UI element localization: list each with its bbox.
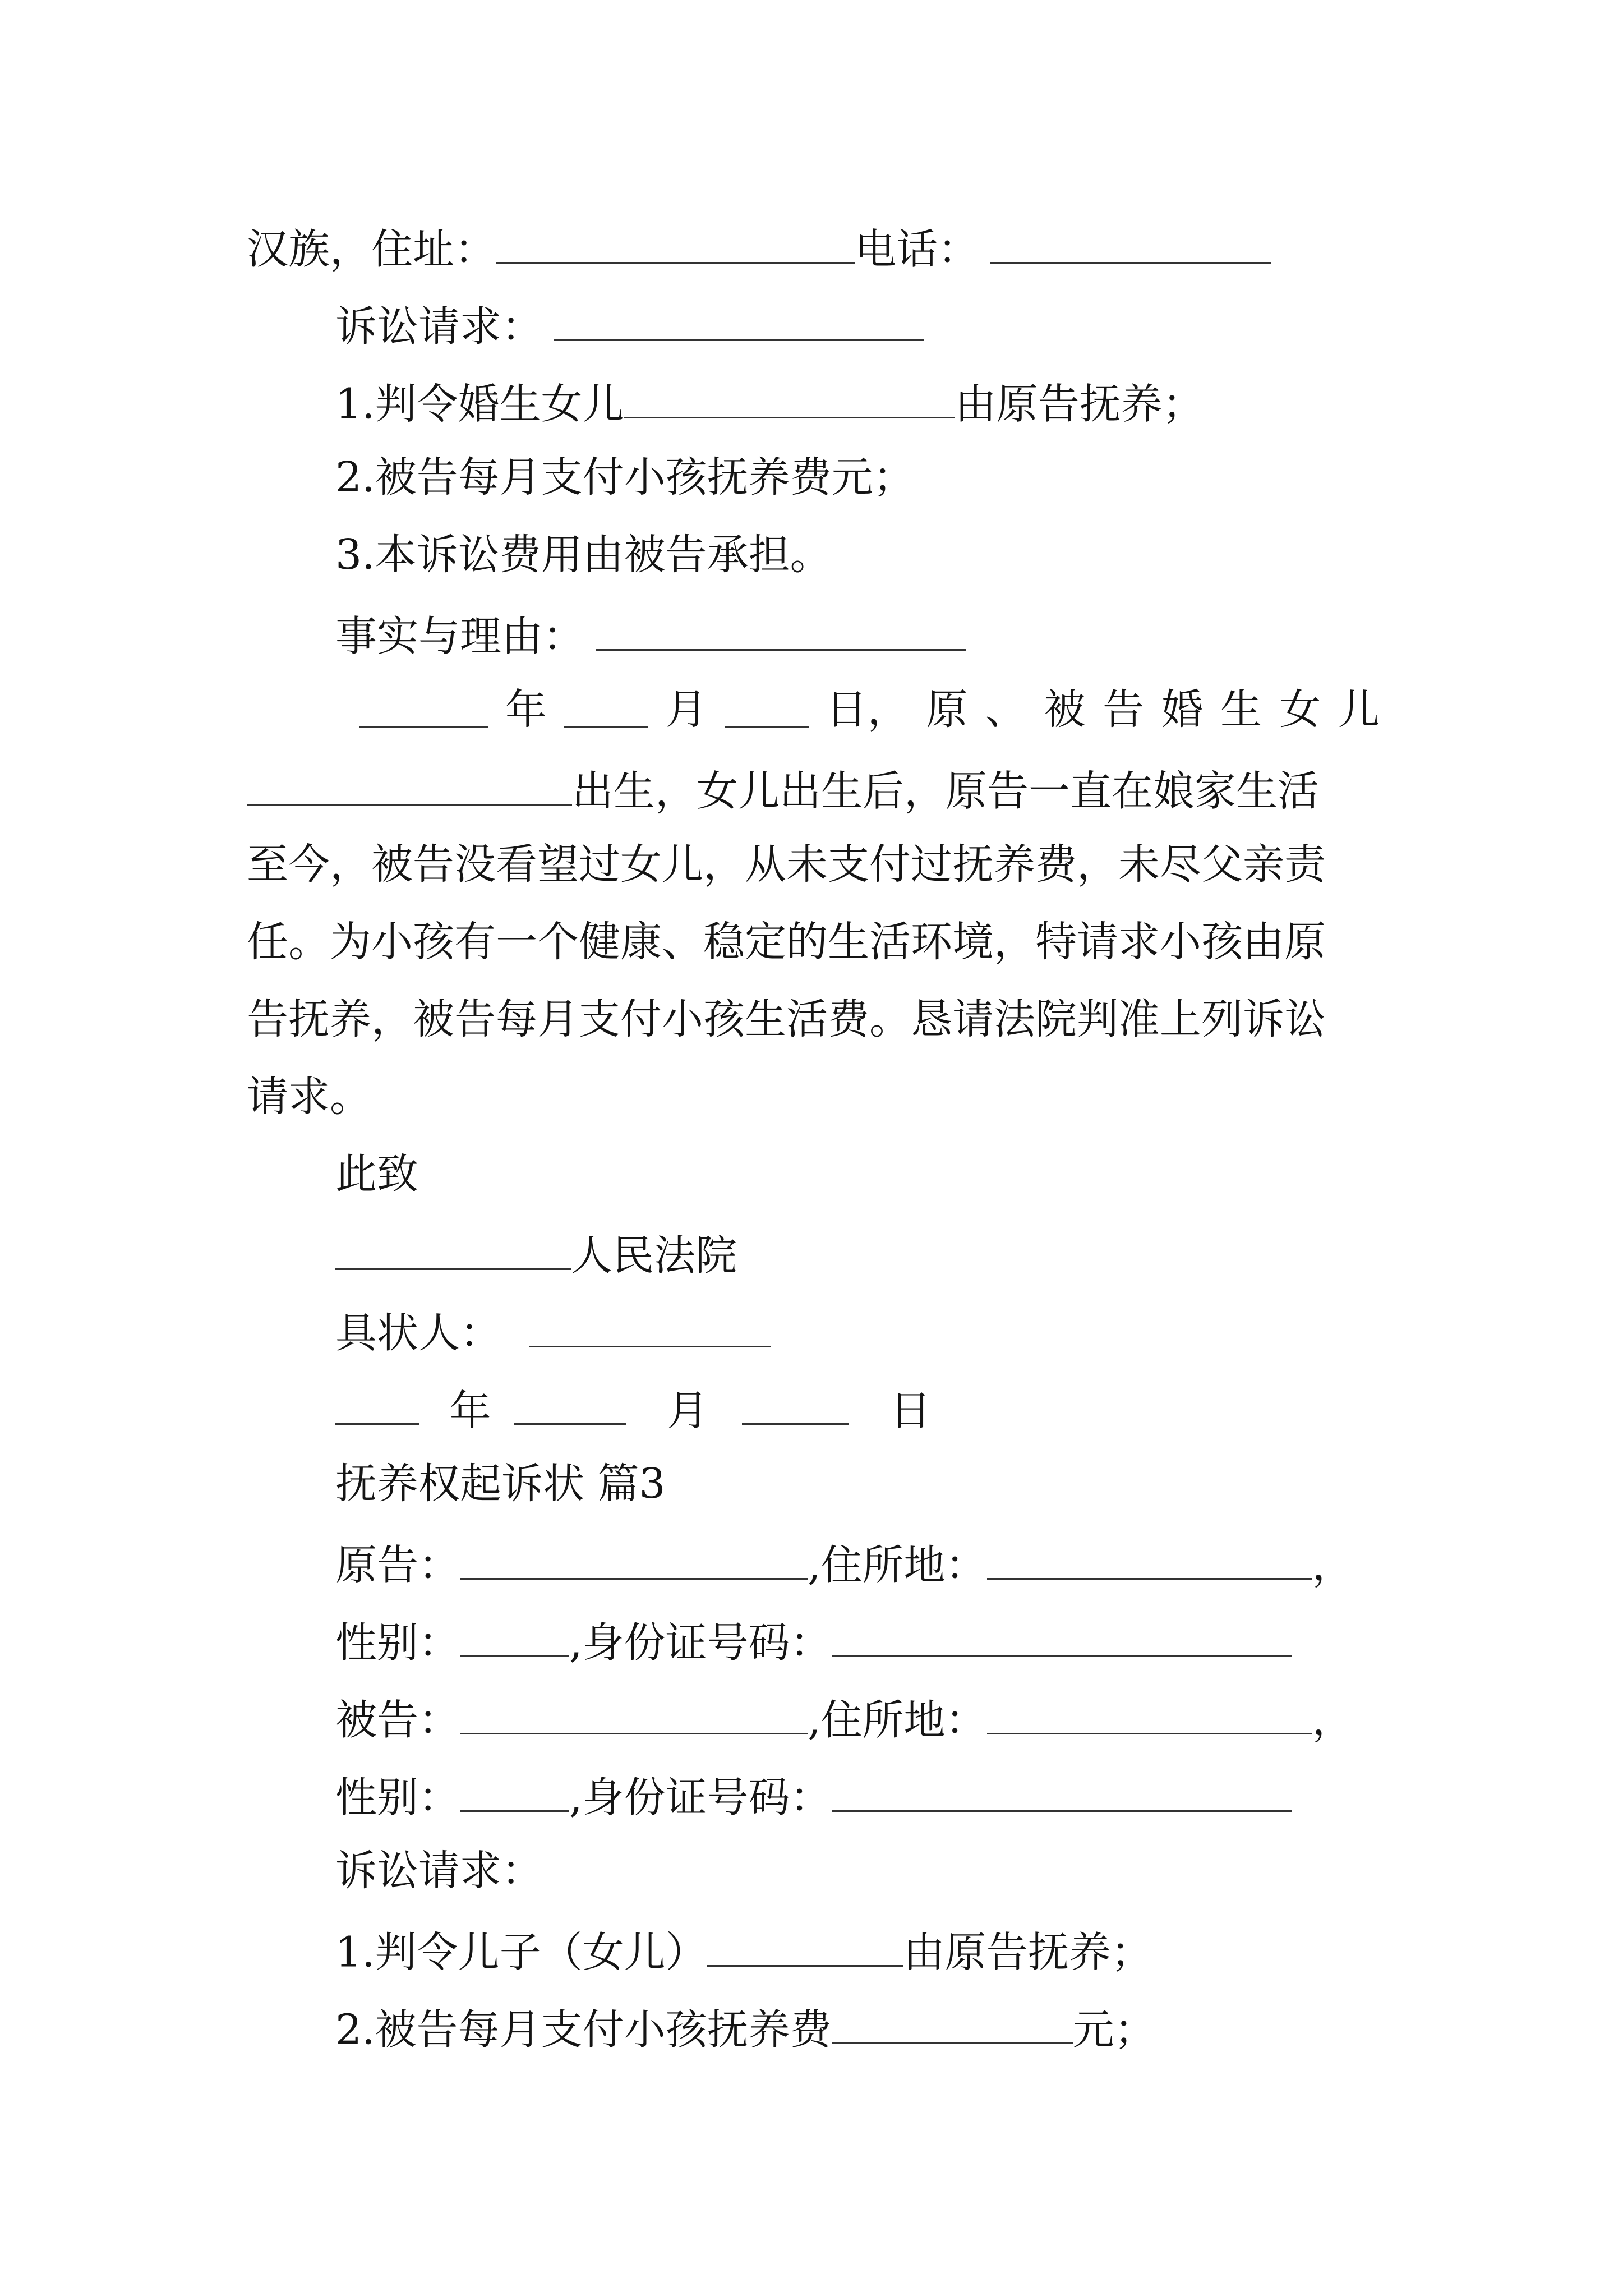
blank-month[interactable] <box>514 1386 626 1425</box>
line-claim-1 <box>335 379 1204 429</box>
char: 被 <box>1044 685 1086 734</box>
line-claims-heading-2: 诉讼请求： <box>335 1847 543 1895</box>
line-birth <box>247 766 1319 816</box>
line-defendant-gender <box>335 1773 1292 1822</box>
blank-plaintiff-name[interactable] <box>460 1540 808 1580</box>
line-salutation: 此致 <box>335 1150 418 1198</box>
text: 汉族，住址： <box>247 225 496 274</box>
line-sign-date <box>335 1386 932 1435</box>
text: 事实与理由： <box>335 612 584 661</box>
char: 婚 <box>1161 685 1204 734</box>
text: 1.判令婚生女儿 <box>335 380 624 429</box>
text-year: 年 <box>505 685 547 734</box>
text: 由原告抚养； <box>903 1928 1152 1977</box>
line-body-2: 任。为小孩有一个健康、稳定的生活环境，特请求小孩由原 <box>247 918 1326 966</box>
text-month: 月 <box>665 685 707 734</box>
blank-plaintiff-id[interactable] <box>832 1618 1292 1657</box>
text: 电话： <box>855 225 979 274</box>
blank-phone[interactable] <box>990 224 1271 264</box>
blank-facts[interactable] <box>596 611 966 651</box>
text: 具状人： <box>335 1309 501 1358</box>
text: 性别： <box>335 1618 460 1667</box>
char: 原 <box>926 685 968 734</box>
text: ,身份证号码： <box>569 1773 832 1822</box>
text: 被告： <box>335 1696 460 1745</box>
line-signer <box>335 1308 771 1358</box>
blank-daughter[interactable] <box>247 766 572 806</box>
blank-claims[interactable] <box>554 302 924 341</box>
line-claim-2-2 <box>335 2005 1156 2054</box>
spread-row <box>359 685 1380 734</box>
text: 出生，女儿出生后，原告一直在娘家生活 <box>572 767 1319 816</box>
text: 年 <box>449 1386 491 1435</box>
text: 由原告抚养； <box>955 380 1204 429</box>
blank-court[interactable] <box>335 1231 571 1270</box>
text: ， <box>1312 1696 1354 1745</box>
line-claim-2: 2.被告每月支付小孩抚养费元； <box>335 453 915 501</box>
blank-day[interactable] <box>742 1386 849 1425</box>
blank-plaintiff-gender[interactable] <box>460 1618 569 1657</box>
char: 、 <box>985 685 1027 734</box>
line-court <box>335 1231 737 1280</box>
text: 日 <box>889 1386 932 1435</box>
text: ,身份证号码： <box>569 1618 832 1667</box>
blank-defendant-address[interactable] <box>987 1695 1312 1734</box>
line-address-phone <box>247 224 1271 274</box>
section-heading: 抚养权起诉状 篇3 <box>335 1460 666 1508</box>
line-plaintiff <box>335 1540 1354 1590</box>
line-facts-heading <box>335 611 966 661</box>
char: 告 <box>1103 685 1145 734</box>
line-claim-2-1 <box>335 1927 1152 1977</box>
line-defendant <box>335 1695 1354 1745</box>
blank-address[interactable] <box>496 224 855 264</box>
text: 2.被告每月支付小孩抚养费 <box>335 2005 832 2054</box>
blank-defendant-name[interactable] <box>460 1695 808 1734</box>
line-body-1: 至今，被告没看望过女儿，从未支付过抚养费，未尽父亲责 <box>247 840 1326 889</box>
blank-day[interactable] <box>725 689 809 728</box>
text: 原告： <box>335 1541 460 1590</box>
line-claims-heading <box>335 302 924 351</box>
blank-daughter-name[interactable] <box>624 379 955 418</box>
blank-year[interactable] <box>335 1386 419 1425</box>
text: 人民法院 <box>571 1231 737 1280</box>
blank-month[interactable] <box>564 689 648 728</box>
char: 女 <box>1279 685 1321 734</box>
line-claim-3: 3.本诉讼费用由被告承担。 <box>335 531 832 579</box>
blank-defendant-id[interactable] <box>832 1773 1292 1812</box>
text: 性别： <box>335 1773 460 1822</box>
text: 元； <box>1072 2005 1156 2054</box>
blank-defendant-gender[interactable] <box>460 1773 569 1812</box>
text: ,住所地： <box>808 1696 987 1745</box>
text-day: 日， <box>826 685 909 734</box>
line-birth-date <box>359 685 1380 734</box>
text: 1.判令儿子（女儿） <box>335 1928 707 1977</box>
text: ,住所地： <box>808 1541 987 1590</box>
line-body-4: 请求。 <box>247 1073 371 1121</box>
text: 诉讼请求： <box>335 302 543 351</box>
char: 儿 <box>1338 685 1380 734</box>
line-body-3: 告抚养，被告每月支付小孩生活费。恳请法院判准上列诉讼 <box>247 995 1326 1043</box>
blank-signer[interactable] <box>529 1308 771 1347</box>
text: ， <box>1312 1541 1354 1590</box>
blank-amount[interactable] <box>832 2005 1073 2044</box>
line-plaintiff-gender <box>335 1618 1292 1667</box>
blank-plaintiff-address[interactable] <box>987 1540 1312 1580</box>
blank-year[interactable] <box>359 689 488 728</box>
char: 生 <box>1220 685 1262 734</box>
blank-child[interactable] <box>707 1927 903 1967</box>
text: 月 <box>667 1386 709 1435</box>
